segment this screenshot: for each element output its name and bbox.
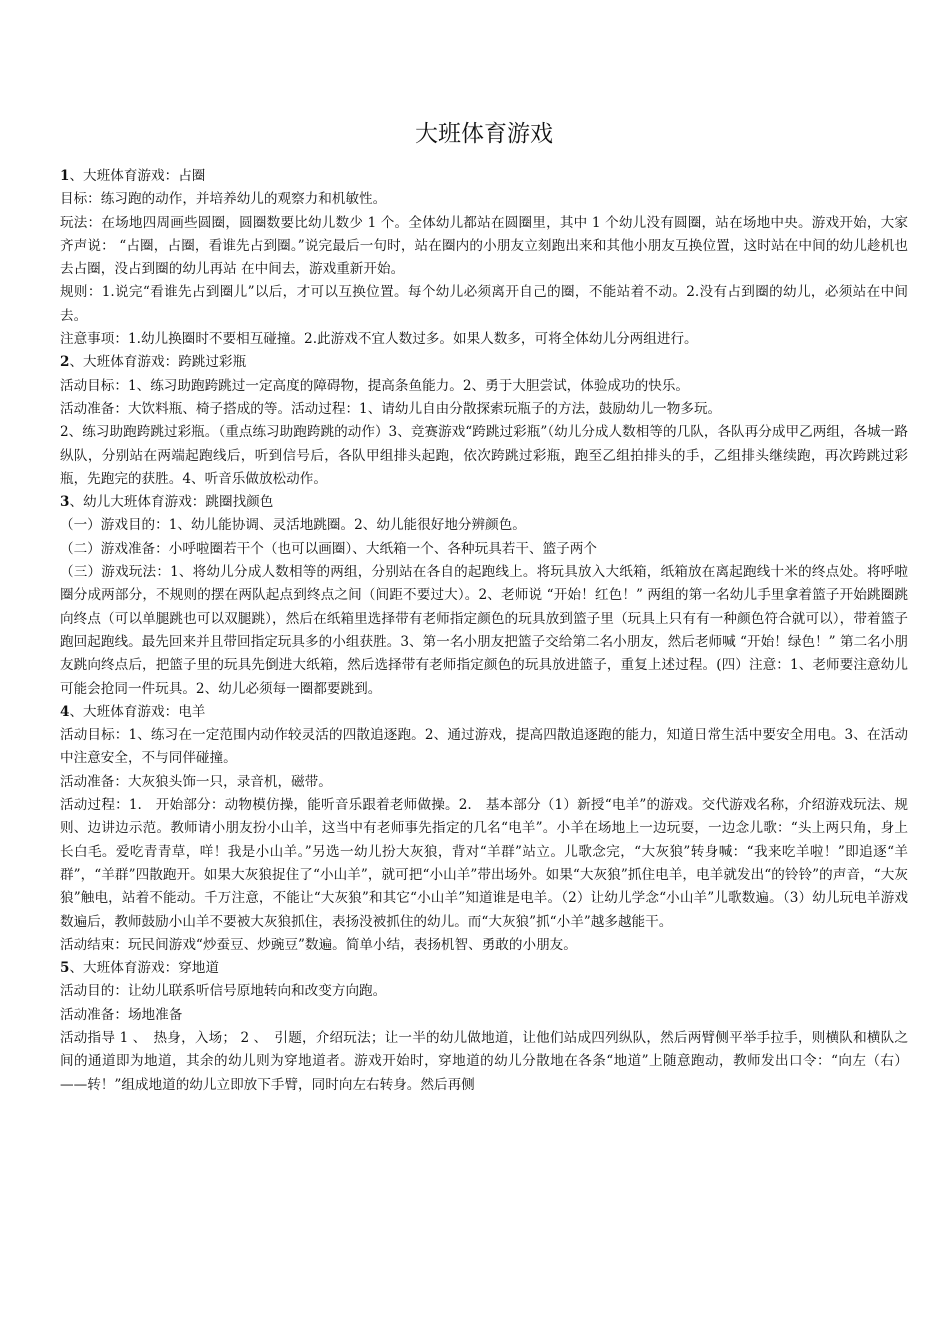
section-heading-text: 、幼儿大班体育游戏：跳圈找颜色: [69, 494, 274, 511]
body-paragraph: 活动目标：1、练习在一定范围内动作较灵活的四散追逐跑。2、通过游戏，提高四散追逐跑的能力，知道日常生活中要安全用电。3、在活动中注意安全，不与同伴碰撞。: [60, 727, 908, 767]
body-paragraph: （一）游戏目的：1、幼儿能协调、灵活地跳圈。2、幼儿能很好地分辨颜色。: [60, 517, 526, 534]
body-paragraph: 活动准备：场地准备: [60, 1006, 183, 1023]
section-heading: [60, 957, 908, 980]
section-number: 5: [60, 960, 70, 977]
section-heading-text: 、大班体育游戏：占圈: [69, 168, 206, 184]
section-heading: [60, 491, 908, 514]
section-number: 4: [60, 703, 70, 720]
section-heading: [60, 165, 908, 188]
body-paragraph: 2、练习助跑跨跳过彩瓶。（重点练习助跑跨跳的动作）3、竞赛游戏“跨跳过彩瓶”（幼儿分成人数相等的几队，各队再分成甲乙两组，各城一路纵队，分别站在两端起跑线后，听到信号后，各队甲组排头起跑，依次跨跳过彩瓶，跑至乙组拍排头的手，乙组排头继续跑，再次跨跳过彩瓶，先跑完的获胜。4、听音乐做放松动作。: [60, 424, 908, 487]
body-paragraph: 目标：练习跑的动作，并培养幼儿的观察力和机敏性。: [60, 191, 387, 208]
section-heading: [60, 351, 908, 374]
body-paragraph: 活动结束：玩民间游戏“炒蚕豆、炒豌豆”数遍。简单小结，表扬机智、勇敢的小朋友。: [60, 936, 577, 953]
body-paragraph: （二）游戏准备：小呼啦圈若干个（也可以画圈）、大纸箱一个、各种玩具若干、篮子两个: [60, 540, 597, 557]
document-body: [60, 165, 908, 1097]
section-heading-text: 、大班体育游戏：电羊: [69, 703, 206, 720]
document-title: 大班体育游戏: [415, 121, 553, 147]
section-number: 3: [60, 494, 70, 511]
body-paragraph: 注意事项：1.幼儿换圈时不要相互碰撞。2.此游戏不宜人数过多。如果人数多，可将全体幼儿分两组进行。: [60, 331, 698, 348]
section-number: 2: [60, 354, 70, 371]
body-paragraph: 活动准备：大饮料瓶、椅子搭成的等。活动过程：1、请幼儿自由分散探索玩瓶子的方法，鼓励幼儿一物多玩。: [60, 400, 722, 417]
body-paragraph: 玩法：在场地四周画些圆圈，圆圈数要比幼儿数少 1 个。全体幼儿都站在圆圈里，其中 1 个幼儿没有圆圈，站在场地中央。游戏开始，大家齐声说： “占圈，占圈，看谁先占到圈。”说完最后一句时，站在圈内的小朋友立刻跑出来和其他小朋友互换位置，这时站在中间的幼儿趁机也去占圈，没占到圈的幼儿再站 在中间去，游戏重新开始。: [60, 214, 908, 278]
body-paragraph: 活动目的：让幼儿联系听信号原地转向和改变方向跑。: [60, 983, 387, 1000]
body-paragraph: （三）游戏玩法：1、将幼儿分成人数相等的两组，分别站在各自的起跑线上。将玩具放入大纸箱，纸箱放在离起跑线十米的终点处。将呼啦圈分成两部分，不规则的摆在两队起点到终点之间（间距不要过大）。2、老师说 “开始！红色！” 两组的第一名幼儿手里拿着篮子开始跳圈跳向终点（可以单腿跳也可以双腿跳），然后在纸箱里选择带有老师指定颜色的玩具放到篮子里（玩具上只有有一种颜色符合就可以），带着篮子跑回起跑线。最先回来并且带回指定玩具多的小组获胜。3、第一名小朋友把篮子交给第二名小朋友，然后老师喊 “开始！绿色！” 第二名小朋友跳向终点后，把篮子里的玩具先倒进大纸箱，然后选择带有老师指定颜色的玩具放进篮子，重复上述过程。(四）注意：1、老师要注意幼儿可能会抢同一件玩具。2、幼儿必须每一圈都要跳到。: [60, 564, 908, 697]
body-paragraph: 活动指导 1 、 热身，入场； 2 、 引题，介绍玩法；让一半的幼儿做地道，让他们站成四列纵队，然后两臂侧平举手拉手，则横队和横队之间的通道即为地道，其余的幼儿则为穿地道者。游戏开始时，穿地道的幼儿分散地在各条“地道”上随意跑动，教师发出口令：“向左（右）——转！”组成地道的幼儿立即放下手臂，同时向左右转身。然后再侧: [60, 1029, 908, 1093]
body-paragraph: 规则：1.说完“看谁先占到圈儿”以后，才可以互换位置。每个幼儿必须离开自己的圈，不能站着不动。2.没有占到圈的幼儿，必须站在中间去。: [60, 284, 908, 324]
section-heading: [60, 701, 908, 724]
section-heading-text: 、大班体育游戏：跨跳过彩瓶: [69, 354, 247, 371]
body-paragraph: 活动过程：1. 开始部分：动物模仿操，能听音乐跟着老师做操。2. 基本部分（1）新授“电羊”的游戏。交代游戏名称，介绍游戏玩法、规则、边讲边示范。教师请小朋友扮小山羊，这当中有老师事先指定的几名“电羊”。小羊在场地上一边玩耍，一边念儿歌：“头上两只角，身上长白毛。爱吃青青草，咩！我是小山羊。”另选一幼儿扮大灰狼，背对“羊群”站立。儿歌念完，“大灰狼”转身喊：“我来吃羊啦！”即追逐“羊群”，“羊群”四散跑开。如果大灰狼捉住了“小山羊”，就可把“小山羊”带出场外。如果“大灰狼”抓住电羊，电羊就发出“的铃铃”的声音，“大灰狼”触电，站着不能动。千万注意，不能让“大灰狼”和其它“小山羊”知道谁是电羊。（2）让幼儿学念“小山羊”儿歌数遍。（3）幼儿玩电羊游戏数遍后，教师鼓励小山羊不要被大灰狼抓住，表扬没被抓住的幼儿。而“大灰狼”抓“小羊”越多越能干。: [60, 797, 908, 930]
section-number: 1: [60, 168, 70, 184]
body-paragraph: 活动准备：大灰狼头饰一只，录音机，磁带。: [60, 773, 332, 790]
document-page: [60, 118, 908, 1097]
section-heading-text: 、大班体育游戏：穿地道: [69, 960, 219, 977]
body-paragraph: 活动目标：1、练习助跑跨跳过一定高度的障碍物，提高条鱼能力。2、勇于大胆尝试，体验成功的快乐。: [60, 377, 690, 394]
